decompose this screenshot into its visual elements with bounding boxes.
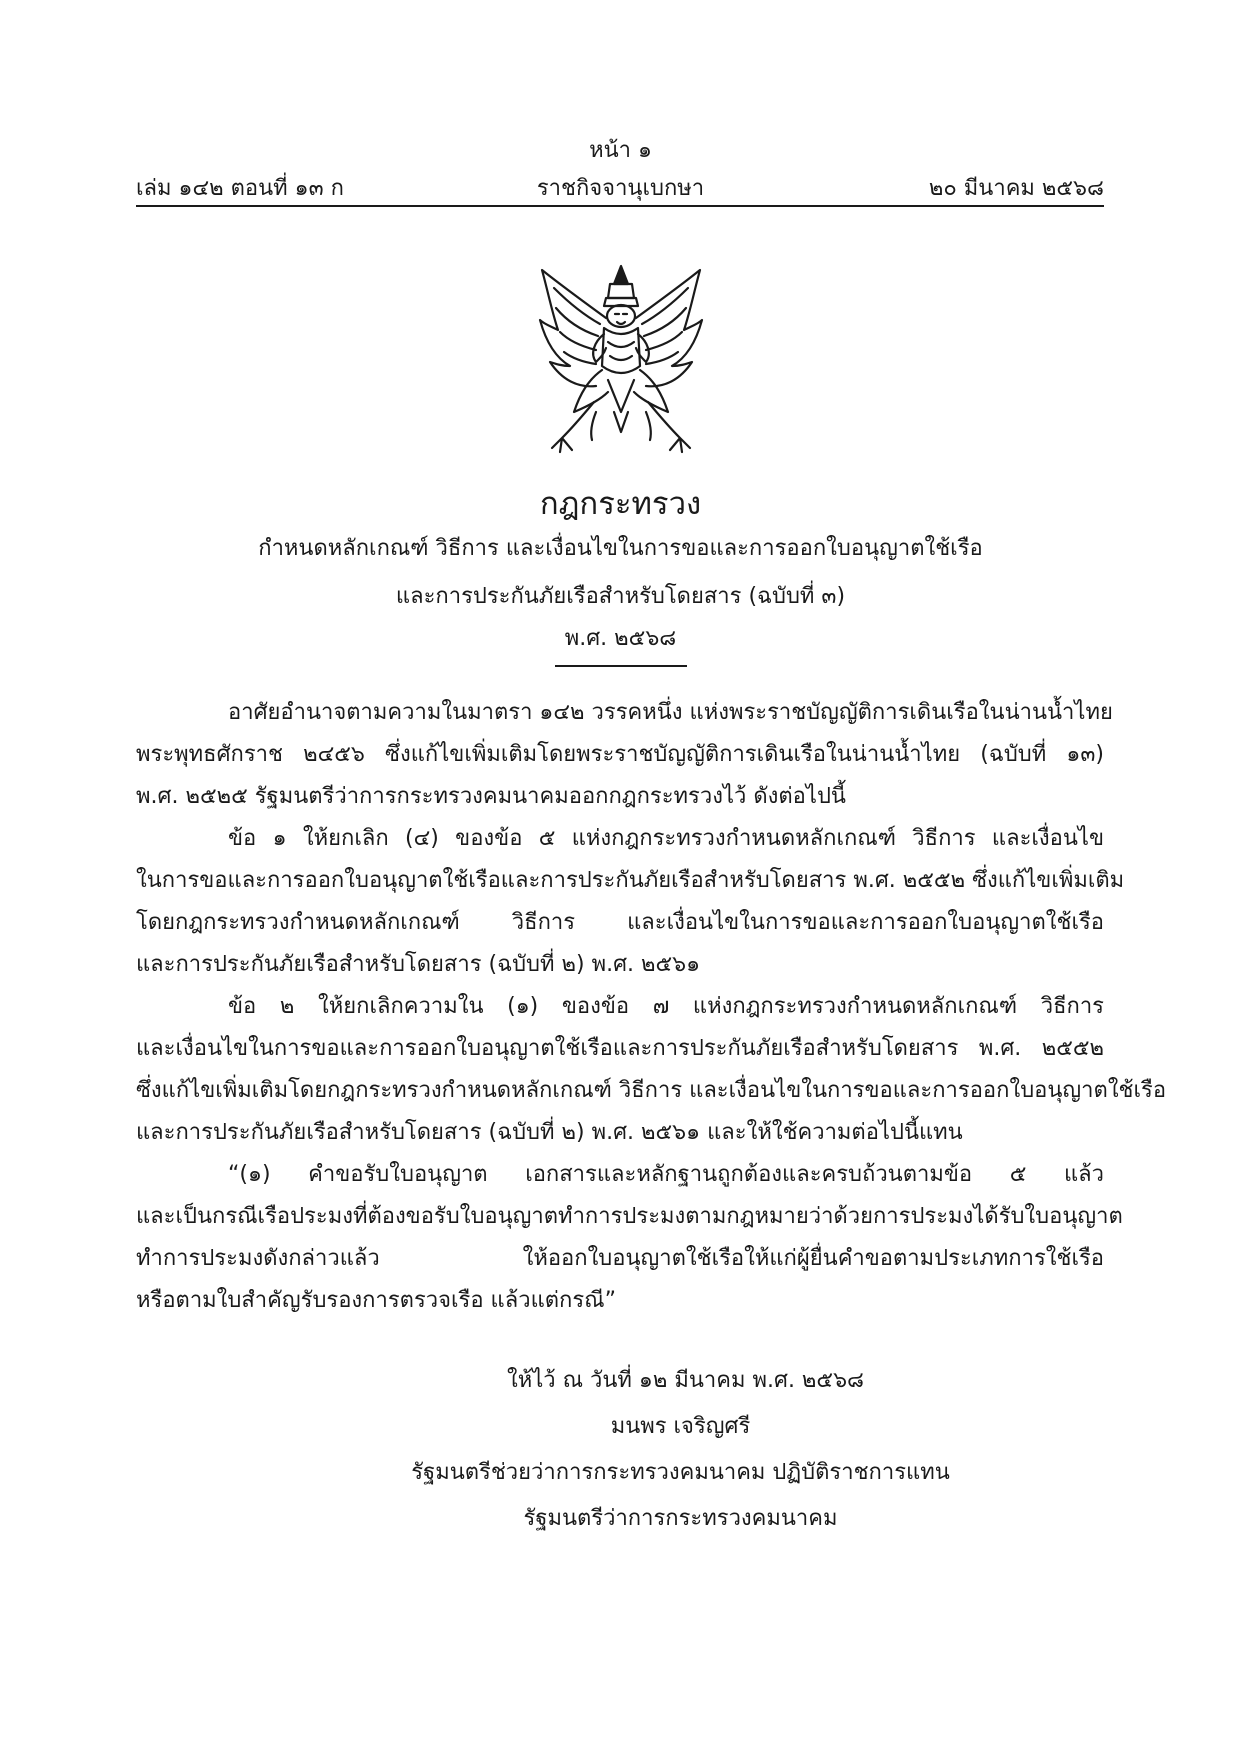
body-line: ทำการประมงดังกล่าวแล้ว ให้ออกใบอนุญาตใช้เรือให้แก่ผู้ยื่นคำขอตามประเภทการใช้เรือ (136, 1246, 1104, 1271)
body-line: โดยกฎกระทรวงกำหนดหลักเกณฑ์ วิธีการ และเงื่อนไขในการขอและการออกใบอนุญาตใช้เรือ (136, 910, 1104, 935)
document-subtitle-line2: และการประกันภัยเรือสำหรับโดยสาร (ฉบับที่ ๓) (395, 584, 846, 609)
body-line: และเงื่อนไขในการขอและการออกใบอนุญาตใช้เรือและการประกันภัยเรือสำหรับโดยสาร พ.ศ. ๒๕๕๒ (136, 1036, 1104, 1061)
given-date: ให้ไว้ ณ วันที่ ๑๒ มีนาคม พ.ศ. ๒๕๖๘ (506, 1368, 865, 1393)
page-number: หน้า ๑ (589, 138, 652, 163)
header-divider (136, 205, 1104, 207)
signatory-name: มนพร เจริญศรี (610, 1414, 751, 1439)
signatory-position: รัฐมนตรีช่วยว่าการกระทรวงคมนาคม ปฏิบัติราชการแทน (411, 1460, 950, 1485)
garuda-emblem-icon (534, 262, 708, 458)
body-line: พ.ศ. ๒๕๒๕ รัฐมนตรีว่าการกระทรวงคมนาคมออกกฎกระทรวงไว้ ดังต่อไปนี้ (136, 784, 846, 809)
publication-date: ๒๐ มีนาคม ๒๕๖๘ (928, 176, 1104, 201)
document-title: กฎกระทรวง (539, 486, 702, 522)
body-line: พระพุทธศักราช ๒๔๕๖ ซึ่งแก้ไขเพิ่มเติมโดยพระราชบัญญัติการเดินเรือในน่านน้ำไทย (ฉบับที่ ๑๓) (136, 742, 1104, 767)
body-line: และเป็นกรณีเรือประมงที่ต้องขอรับใบอนุญาตทำการประมงตามกฎหมายว่าด้วยการประมงได้รับใบอนุญาต (136, 1204, 1123, 1229)
body-line: และการประกันภัยเรือสำหรับโดยสาร (ฉบับที่ ๒) พ.ศ. ๒๕๖๑ (136, 952, 701, 977)
volume-issue: เล่ม ๑๔๒ ตอนที่ ๑๓ ก (136, 176, 344, 201)
body-line: ในการขอและการออกใบอนุญาตใช้เรือและการประกันภัยเรือสำหรับโดยสาร พ.ศ. ๒๕๕๒ ซึ่งแก้ไขเพิ่มเติม (136, 868, 1125, 893)
body-line: อาศัยอำนาจตามความในมาตรา ๑๔๒ วรรคหนึ่ง แห่งพระราชบัญญัติการเดินเรือในน่านน้ำไทย (228, 700, 1113, 725)
gazette-name: ราชกิจจานุเบกษา (536, 176, 705, 201)
body-line: ซึ่งแก้ไขเพิ่มเติมโดยกฎกระทรวงกำหนดหลักเกณฑ์ วิธีการ และเงื่อนไขในการขอและการออกใบอนุญาตใช้เรือ (136, 1078, 1167, 1103)
document-subtitle-line1: กำหนดหลักเกณฑ์ วิธีการ และเงื่อนไขในการขอและการออกใบอนุญาตใช้เรือ (258, 536, 983, 561)
body-line: ข้อ ๒ ให้ยกเลิกความใน (๑) ของข้อ ๗ แห่งกฎกระทรวงกำหนดหลักเกณฑ์ วิธีการ (228, 994, 1104, 1019)
document-year: พ.ศ. ๒๕๖๘ (564, 626, 677, 651)
body-line: “(๑) คำขอรับใบอนุญาต เอกสารและหลักฐานถูกต้องและครบถ้วนตามข้อ ๕ แล้ว (228, 1162, 1104, 1187)
body-line: หรือตามใบสำคัญรับรองการตรวจเรือ แล้วแต่กรณี” (136, 1288, 616, 1313)
body-line: และการประกันภัยเรือสำหรับโดยสาร (ฉบับที่ ๒) พ.ศ. ๒๕๖๑ และให้ใช้ความต่อไปนี้แทน (136, 1120, 963, 1145)
body-line: ข้อ ๑ ให้ยกเลิก (๔) ของข้อ ๕ แห่งกฎกระทรวงกำหนดหลักเกณฑ์ วิธีการ และเงื่อนไข (228, 826, 1104, 851)
signatory-position-secondary: รัฐมนตรีว่าการกระทรวงคมนาคม (523, 1506, 838, 1531)
title-divider (555, 665, 687, 667)
